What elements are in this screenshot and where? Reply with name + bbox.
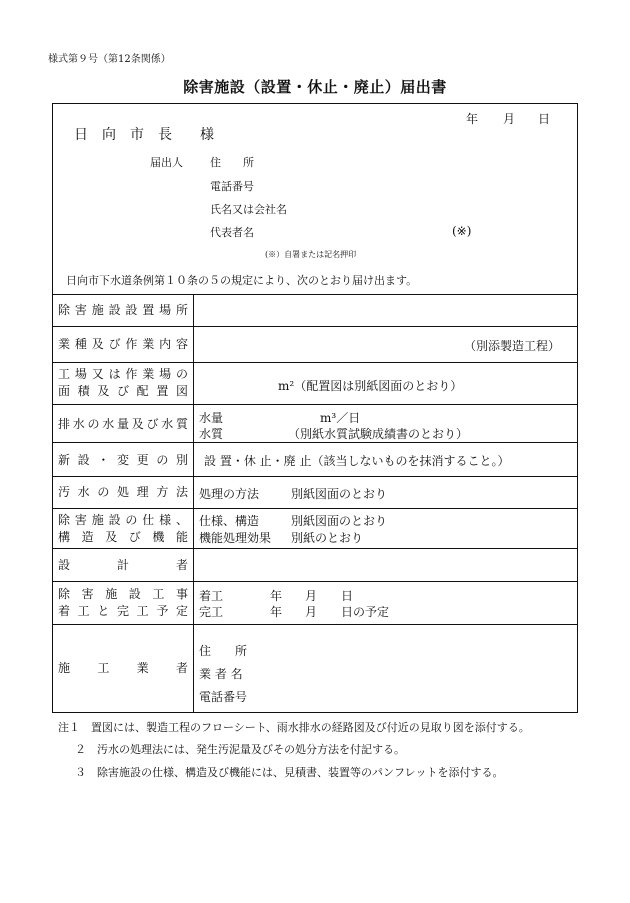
row-divider — [52, 476, 578, 477]
applicant-phone-label: 電話番号 — [210, 180, 254, 193]
drainage-quality-label: 水質 — [199, 427, 224, 441]
row-divider — [52, 624, 578, 625]
date-day: 日 — [538, 112, 551, 126]
construction-start-day: 日 — [341, 589, 354, 603]
row-divider — [52, 404, 578, 405]
note-2: ２ 汚水の処理法には、発生汚泥量及びその処分方法を付記する。 — [75, 743, 405, 756]
row-label-treatment: 汚水の処理方法 — [58, 485, 188, 499]
row-divider — [52, 362, 578, 363]
contractor-name-label: 業 者 名 — [199, 667, 243, 681]
row-divider — [52, 442, 578, 443]
row-label-specs: 除害施設の仕様、 構造及び機能 — [58, 513, 188, 544]
signature-note: (※）自署または記名押印 — [265, 250, 357, 259]
industry-value: （別添製造工程） — [464, 339, 561, 353]
row-label-contractor: 施工業者 — [58, 661, 188, 675]
construction-end-year: 年 — [270, 605, 283, 619]
applicant-representative-label: 代表者名 — [210, 226, 254, 239]
treatment-method-value: 別紙図面のとおり — [291, 487, 388, 501]
applicant-name-label: 氏名又は会社名 — [210, 203, 287, 216]
treatment-method-label: 処理の方法 — [199, 487, 260, 501]
specs-function-value: 別紙のとおり — [291, 531, 364, 545]
construction-start-label: 着工 — [199, 589, 224, 603]
date-year: 年 — [466, 112, 479, 126]
column-divider — [193, 294, 194, 713]
note-1: 注１ 置図には、製造工程のフローシート、雨水排水の経路図及び付近の見取り図を添付する。 — [58, 721, 530, 734]
row-label-new-change: 新設・変更の別 — [58, 453, 188, 467]
form-frame — [52, 103, 578, 713]
construction-end-label: 完工 — [199, 605, 224, 619]
row-divider — [52, 508, 578, 509]
row-divider — [52, 581, 578, 582]
row-label-designer: 設計者 — [58, 558, 188, 572]
contractor-phone-label: 電話番号 — [199, 690, 248, 704]
specs-structure-label: 仕様、構造 — [199, 514, 260, 528]
construction-start-year: 年 — [270, 589, 283, 603]
specs-function-label: 機能処理効果 — [199, 531, 272, 545]
drainage-volume-unit: m³／日 — [320, 411, 361, 425]
row-divider — [52, 326, 578, 327]
applicant-address-label: 住 所 — [210, 156, 254, 169]
drainage-volume-label: 水量 — [199, 411, 224, 425]
new-change-value: 設 置・休 止・廃 止（該当しないものを抹消すること。） — [204, 454, 510, 468]
row-divider — [52, 294, 578, 295]
drainage-quality-value: （別紙水質試験成績書のとおり） — [288, 427, 469, 441]
row-divider — [52, 548, 578, 549]
row-label-drainage: 排水の水量及び水質 — [58, 417, 188, 431]
date-month: 月 — [503, 112, 516, 126]
form-title: 除害施設（設置・休止・廃止）届出書 — [183, 78, 447, 96]
note-3: ３ 除害施設の仕様、構造及び機能には、見積書、装置等のパンフレットを添付する。 — [75, 766, 504, 779]
intro-text: 日向市下水道条例第１０条の５の規定により、次のとおり届け出ます。 — [66, 274, 418, 287]
row-label-construction: 除害施設工事 着工と完工予定 — [58, 587, 188, 618]
row-label-area: 工場又は作業場の 面積及び配置図 — [58, 367, 188, 398]
signature-mark: (※) — [452, 224, 472, 238]
area-value: m²（配置図は別紙図面のとおり） — [278, 379, 463, 393]
specs-structure-value: 別紙図面のとおり — [291, 514, 388, 528]
applicant-heading: 届出人 — [150, 156, 183, 169]
form-number: 様式第９号（第12条関係） — [48, 54, 171, 65]
contractor-address-label: 住 所 — [199, 644, 248, 658]
construction-end-month: 月 — [305, 605, 318, 619]
construction-end-day: 日の予定 — [341, 605, 390, 619]
row-label-industry: 業種及び作業内容 — [58, 337, 188, 351]
addressee: 日 向 市 長 様 — [74, 127, 214, 143]
row-label-location: 除害施設設置場所 — [58, 303, 188, 317]
construction-start-month: 月 — [305, 589, 318, 603]
